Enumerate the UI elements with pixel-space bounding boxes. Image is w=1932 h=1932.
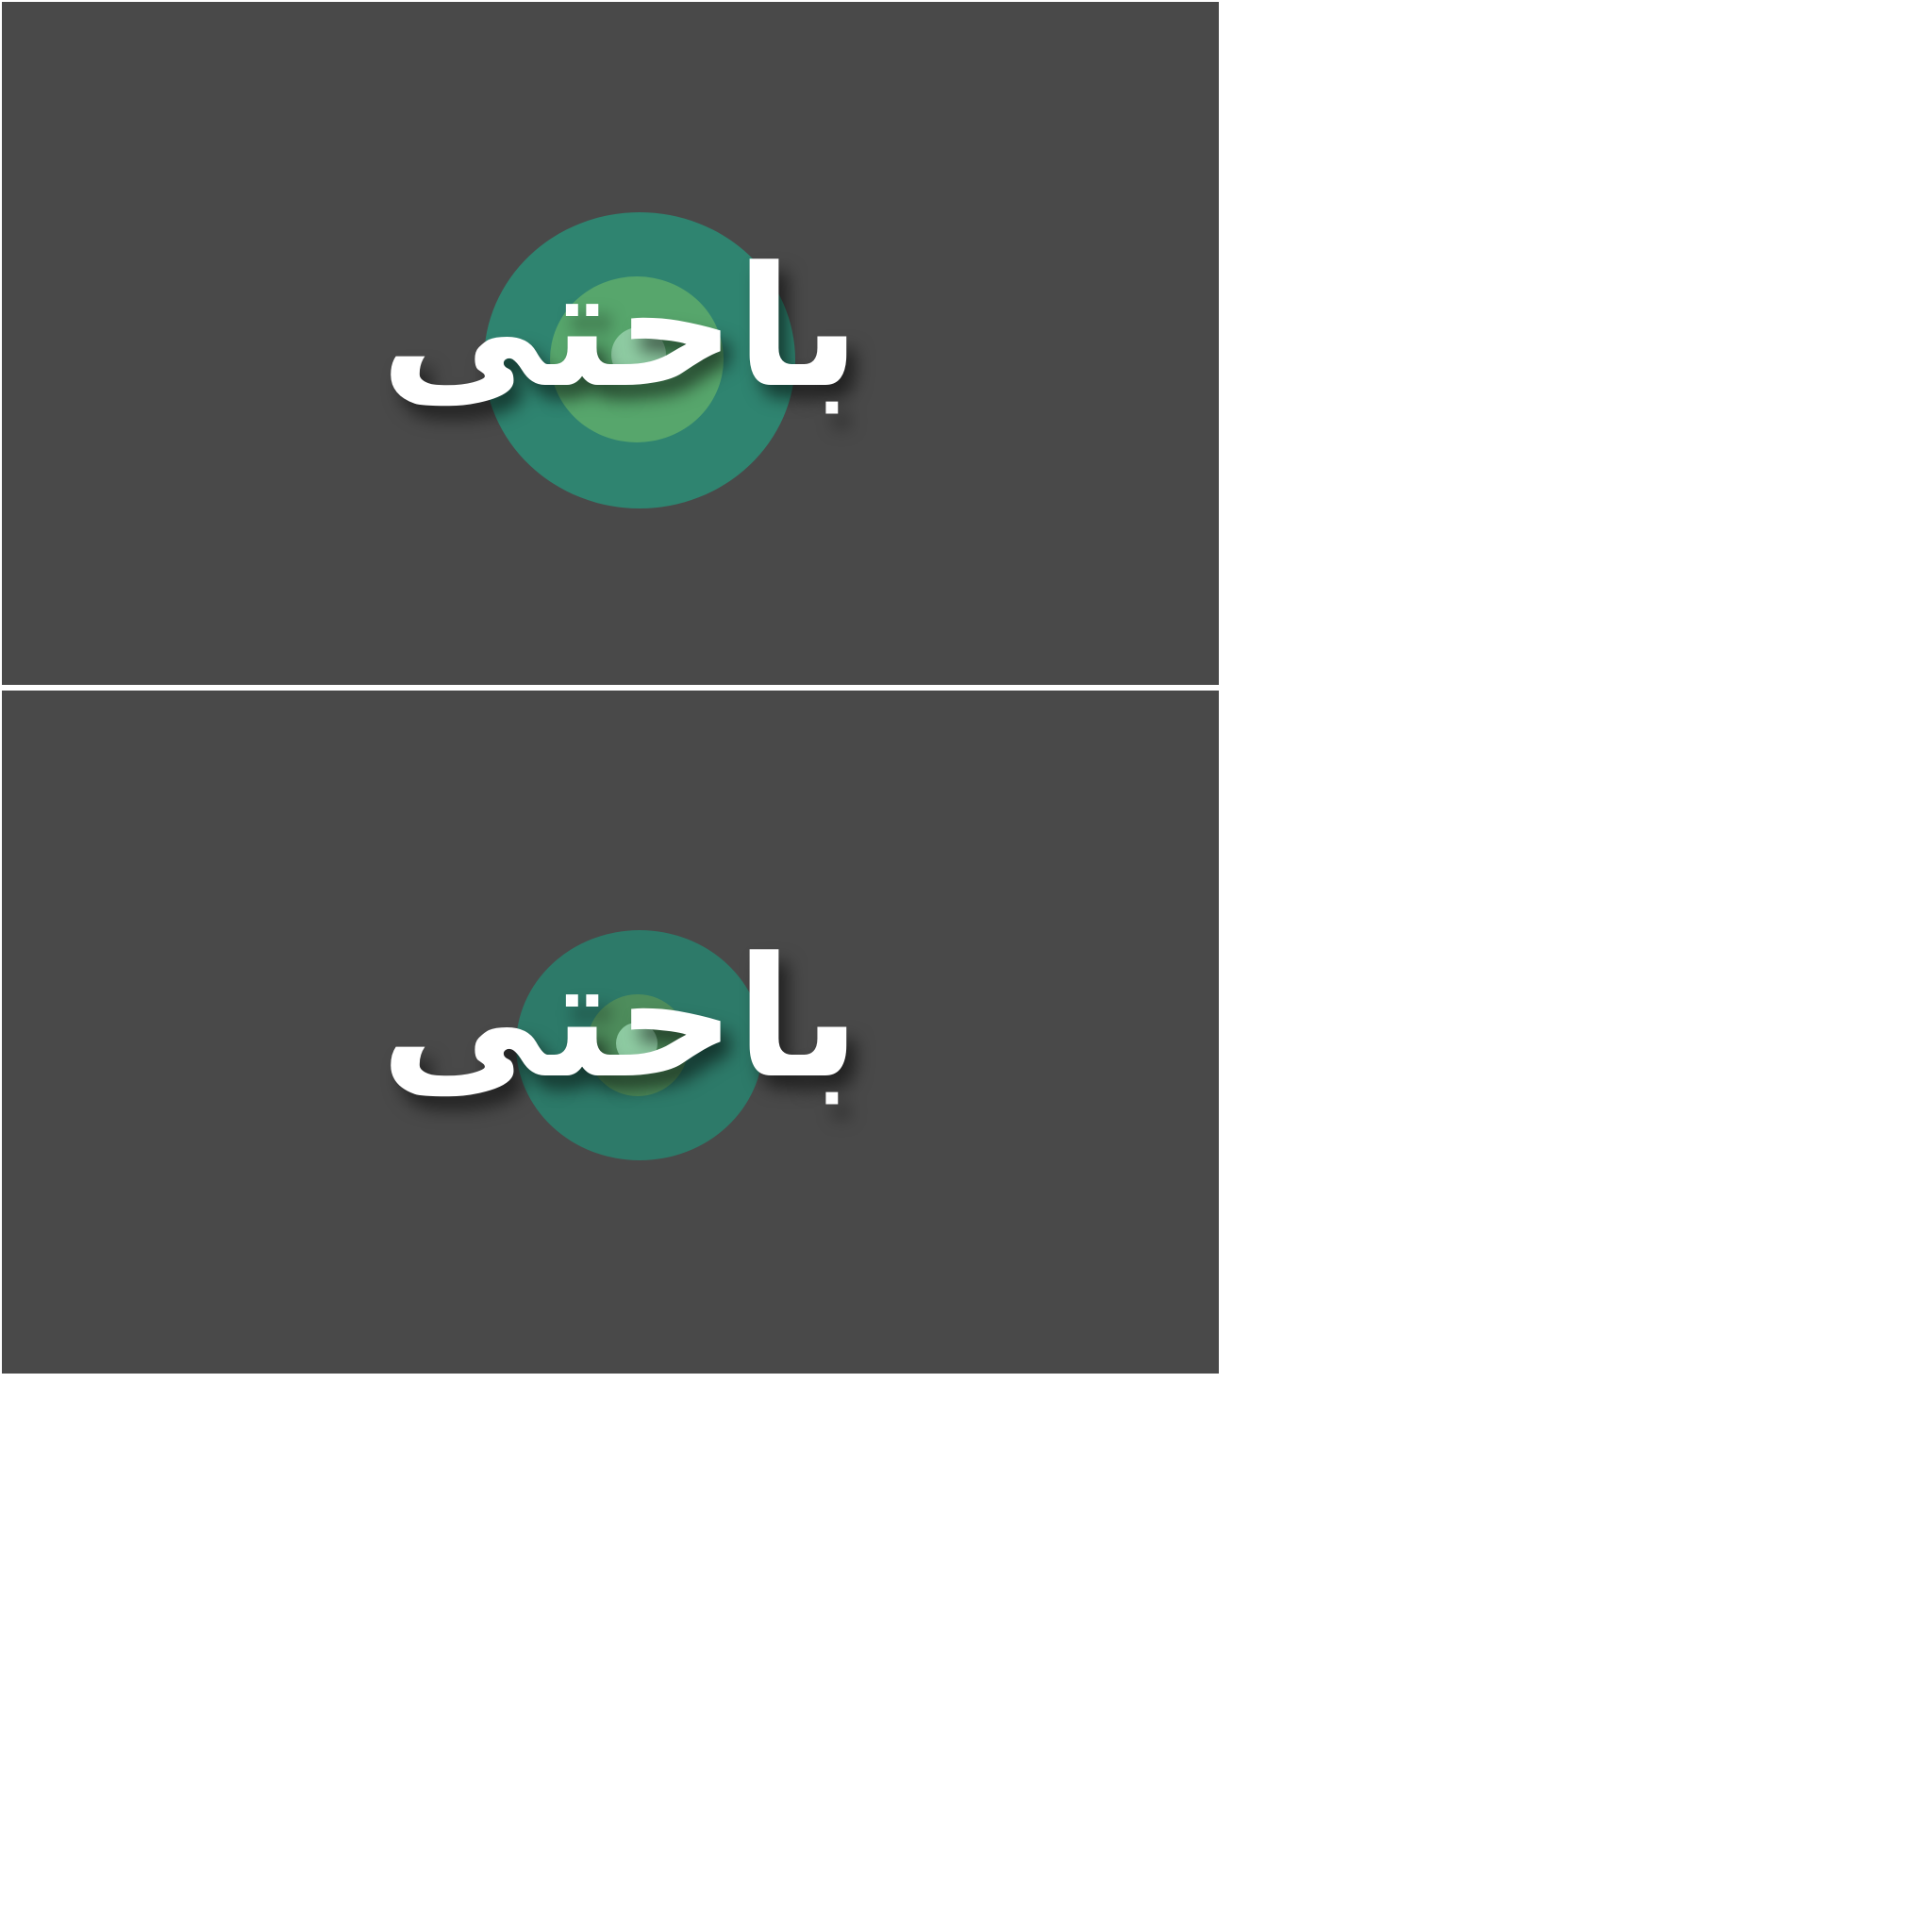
logo-wordmark: باحتی [380,231,860,425]
logo-panel-bottom [2,691,1219,1374]
logo-panel-top [2,2,1219,685]
logo-wordmark: باحتی [380,922,860,1115]
